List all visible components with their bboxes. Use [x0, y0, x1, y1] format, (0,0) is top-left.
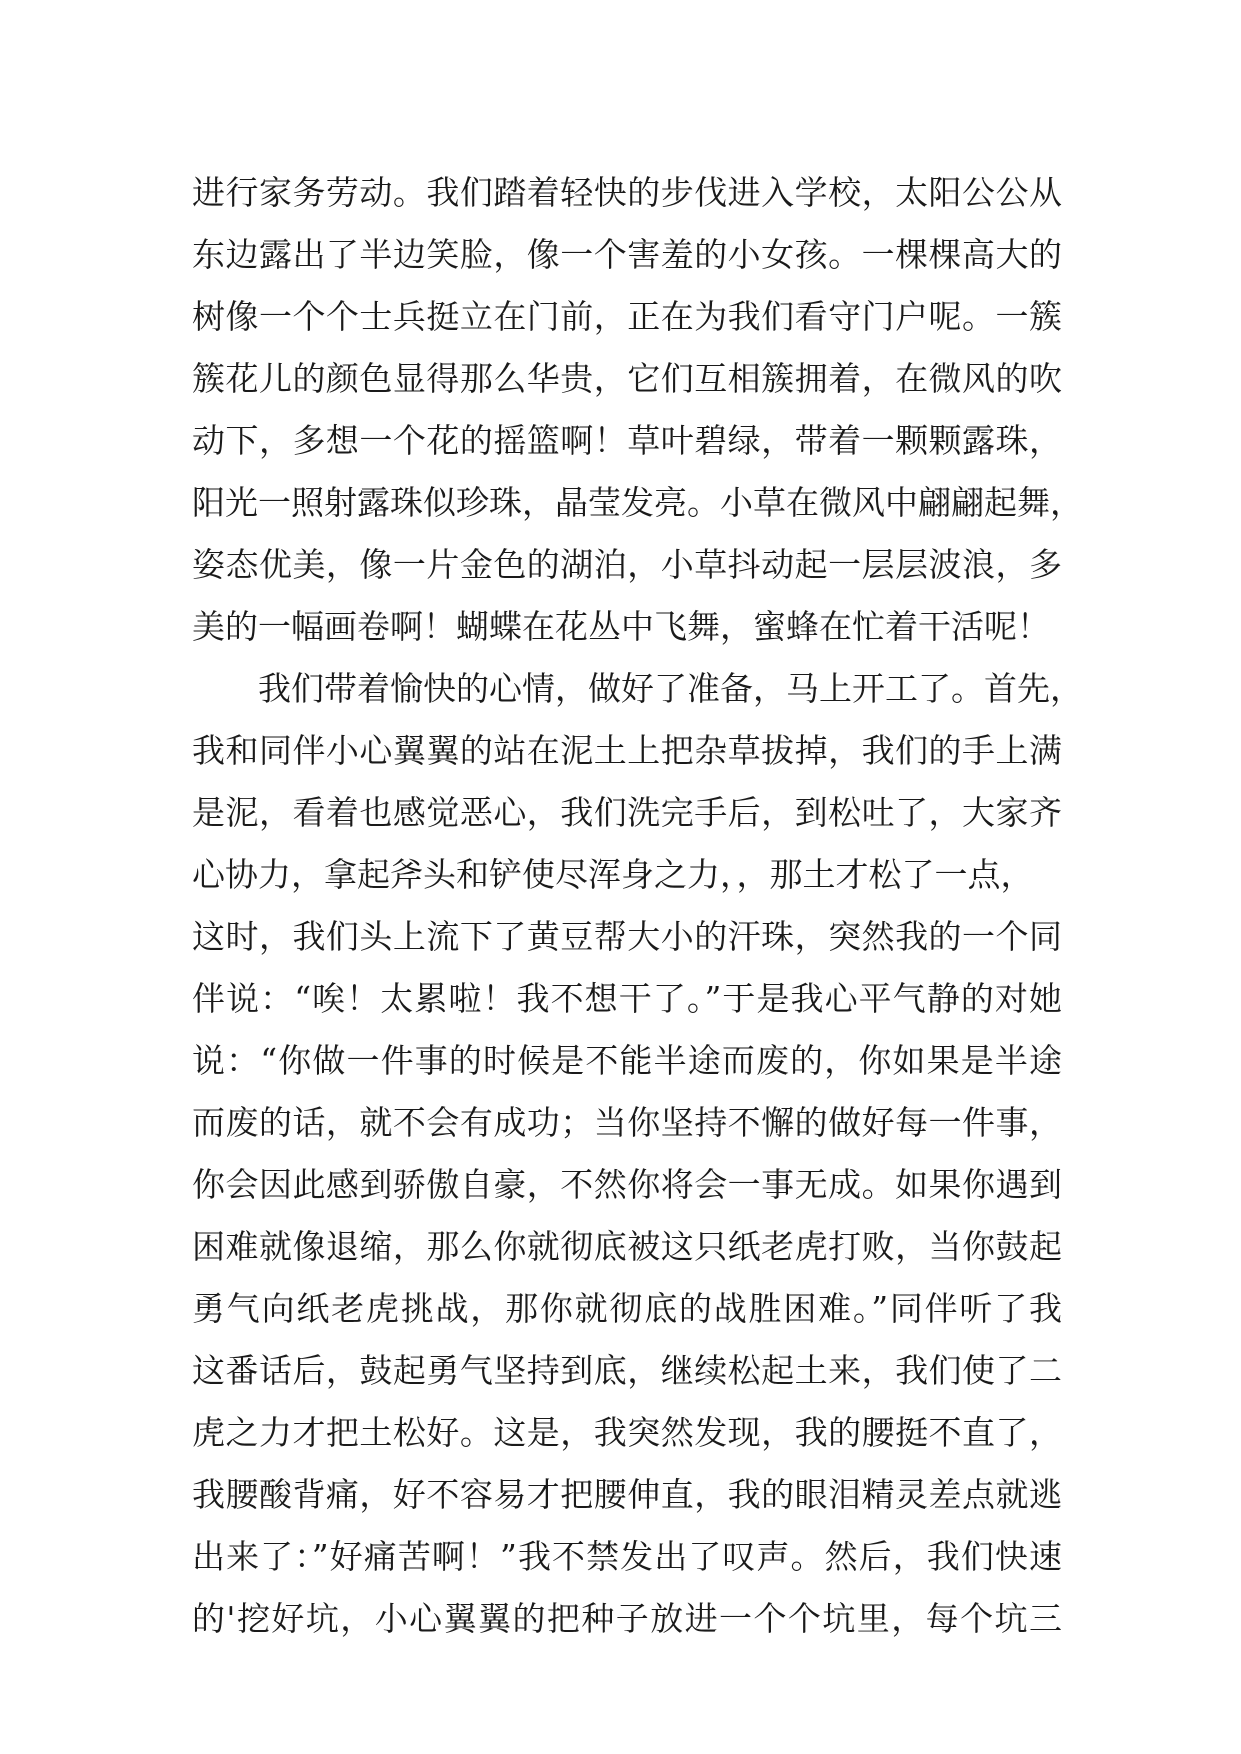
text-line: 的'挖好坑，小心翼翼的把种子放进一个个坑里，每个坑三 — [192, 1599, 1062, 1638]
text-line: 我和同伴小心翼翼的站在泥土上把杂草拔掉，我们的手上满 — [192, 731, 1062, 770]
paragraph-end-line: 美的一幅画卷啊！蝴蝶在花丛中飞舞，蜜蜂在忙着干活呢！ — [192, 607, 1050, 646]
text-line: 进行家务劳动。我们踏着轻快的步伐进入学校，太阳公公从 — [192, 173, 1062, 212]
text-line: 这时，我们头上流下了黄豆帮大小的汗珠，突然我的一个同 — [192, 917, 1062, 956]
text-line: 你会因此感到骄傲自豪，不然你将会一事无成。如果你遇到 — [192, 1165, 1062, 1204]
text-line: 动下，多想一个花的摇篮啊！草叶碧绿，带着一颗颗露珠， — [192, 421, 1062, 460]
body-text — [192, 162, 1083, 1650]
text-line: 而废的话，就不会有成功；当你坚持不懈的做好每一件事， — [192, 1103, 1062, 1142]
text-line: 说：“你做一件事的时候是不能半途而废的，你如果是半途 — [192, 1041, 1062, 1080]
text-line: 困难就像退缩，那么你就彻底被这只纸老虎打败，当你鼓起 — [192, 1227, 1062, 1266]
text-line: 伴说：“唉！太累啦！我不想干了。”于是我心平气静的对她 — [192, 979, 1062, 1018]
text-line: 簇花儿的颜色显得那么华贵，它们互相簇拥着，在微风的吹 — [192, 359, 1062, 398]
text-line: 是泥，看着也感觉恶心，我们洗完手后，到松吐了，大家齐 — [192, 793, 1062, 832]
text-line: 虎之力才把土松好。这是，我突然发现，我的腰挺不直了， — [192, 1413, 1062, 1452]
text-line: 树像一个个士兵挺立在门前，正在为我们看守门户呢。一簇 — [192, 297, 1062, 336]
text-line: 出来了：”好痛苦啊！”我不禁发出了叹声。然后，我们快速 — [192, 1537, 1062, 1576]
text-line: 勇气向纸老虎挑战，那你就彻底的战胜困难。”同伴听了我 — [192, 1289, 1062, 1328]
text-line: 姿态优美，像一片金色的湖泊，小草抖动起一层层波浪，多 — [192, 545, 1062, 584]
text-line: 心协力，拿起斧头和铲使尽浑身之力，，那土才松了一点， — [192, 855, 1034, 894]
text-line: 阳光一照射露珠似珍珠，晶莹发亮。小草在微风中翩翩起舞， — [192, 483, 1083, 522]
text-line: 我腰酸背痛，好不容易才把腰伸直，我的眼泪精灵差点就逃 — [192, 1475, 1062, 1514]
paragraph-start-line: 我们带着愉快的心情，做好了准备，马上开工了。首先， — [258, 669, 1083, 708]
text-line: 这番话后，鼓起勇气坚持到底，继续松起土来，我们使了二 — [192, 1351, 1062, 1390]
text-line: 东边露出了半边笑脸，像一个害羞的小女孩。一棵棵高大的 — [192, 235, 1062, 274]
